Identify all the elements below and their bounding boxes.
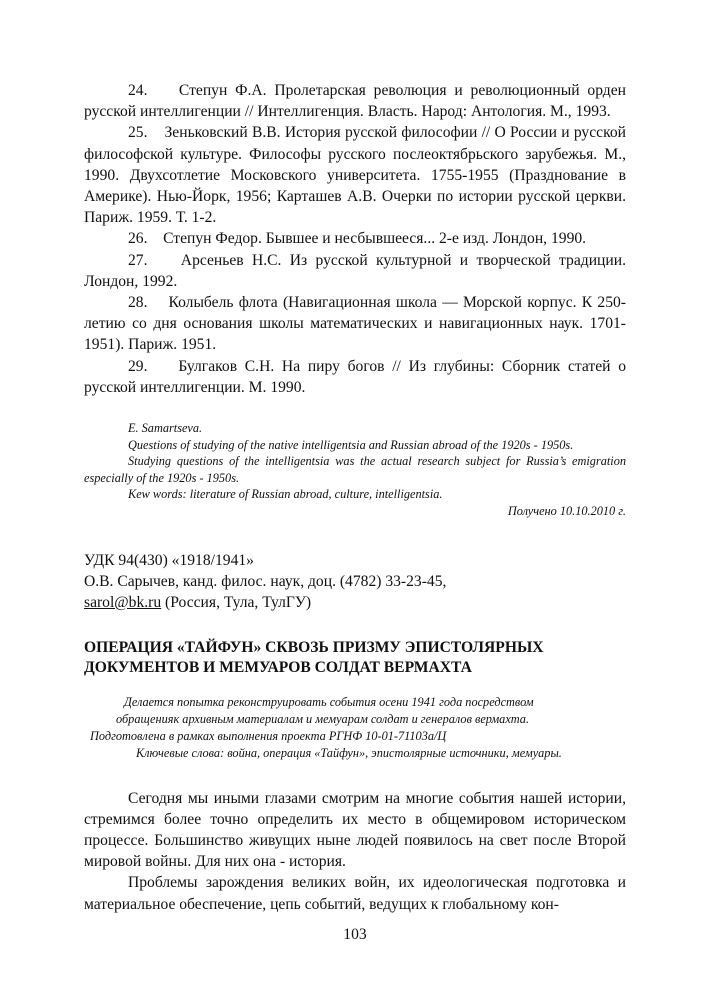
- reference-item: 27. Арсеньев Н.С. Из русской культурной и творческой традиции. Лондон, 1992.: [84, 251, 626, 290]
- title-line: ДОКУМЕНТОВ И МЕМУАРОВ СОЛДАТ ВЕРМАХТА: [84, 658, 472, 676]
- article-title: [84, 638, 626, 678]
- author-line: О.В. Сарычев, канд. филос. наук, доц. (4782) 33-23-45,: [84, 572, 447, 590]
- body-paragraph: Сегодня мы иными глазами смотрим на многие события нашей истории, стремимся более точно определить их место в общемировом историческом процессе. Большинство живущих ныне людей появилось на свет после Второй мировой войны. Для них она - история.: [84, 789, 626, 871]
- reference-item: 26. Степун Федор. Бывшее и несбывшееся... 2-е изд. Лондон, 1990.: [128, 230, 587, 248]
- english-abstract: [84, 420, 626, 520]
- annotation-line: обращенияк архивным материалам и мемуарам солдат и генералов вермахта.: [116, 711, 530, 726]
- abstract-keywords: Kew words: literature of Russian abroad, culture, intelligentsia.: [128, 487, 443, 502]
- annotation-line: Подготовлена в рамках выполнения проекта РГНФ 10-01-71103а/Ц: [90, 728, 447, 743]
- udk-code: УДК 94(430) «1918/1941»: [84, 551, 254, 569]
- annotation: [84, 694, 626, 762]
- annotation-line: Делается попытка реконструировать события осени 1941 года посредством: [124, 694, 534, 709]
- page-content: [84, 80, 626, 915]
- contact-line: [84, 592, 626, 613]
- reference-item: 28. Колыбель флота (Навигационная школа — Морской корпус. К 250-летию со дня основания школы математических и навигационных наук. 1701-1951). Париж. 1951.: [84, 294, 626, 354]
- reference-item: 25. Зеньковский В.В. История русской философии // О России и русской философской культуре. Философы русского послеоктябрьского зарубежья. М., 1990. Двухсотлетие Московского университета. 1755-1955 (Празднование в Америке). Нью-Йорк, 1956; Карташев А.В. Очерки по истории русской церкви. Париж. 1959. Т. 1-2.: [84, 124, 626, 227]
- abstract-summary: Studying questions of the intelligentsia was the actual research subject for Russia’s emigration especially of the 1920s - 1950s.: [84, 454, 626, 485]
- received-date: Получено 10.10.2010 г.: [507, 504, 626, 519]
- keywords-line: Ключевые слова: война, операция «Тайфун», эпистолярные источники, мемуары.: [136, 745, 562, 760]
- email-link[interactable]: sarol@bk.ru: [84, 593, 162, 611]
- page-number: 103: [343, 926, 367, 943]
- abstract-author: E. Samartseva.: [128, 421, 203, 436]
- title-line: ОПЕРАЦИЯ «ТАЙФУН» СКВОЗЬ ПРИЗМУ ЭПИСТОЛЯРНЫХ: [84, 638, 544, 656]
- reference-item: 29. Булгаков С.Н. На пиру богов // Из глубины: Сборник статей о русской интеллигенции. М. 1990.: [84, 357, 626, 396]
- reference-item: 24. Степун Ф.А. Пролетарская революция и революционный орден русской интеллигенции // Интеллигенция. Власть. Народ: Антология. М., 1993.: [84, 82, 626, 121]
- article-body: [84, 788, 626, 915]
- article-meta: [84, 550, 626, 613]
- abstract-title: Questions of studying of the native intelligentsia and Russian abroad of the 1920s - 1950s.: [128, 437, 574, 452]
- affiliation: (Россия, Тула, ТулГУ): [161, 593, 312, 611]
- body-paragraph: Проблемы зарождения великих войн, их идеологическая подготовка и материальное обеспечение, цепь событий, ведущих к глобальному кон-: [84, 874, 626, 913]
- reference-list: [84, 80, 626, 398]
